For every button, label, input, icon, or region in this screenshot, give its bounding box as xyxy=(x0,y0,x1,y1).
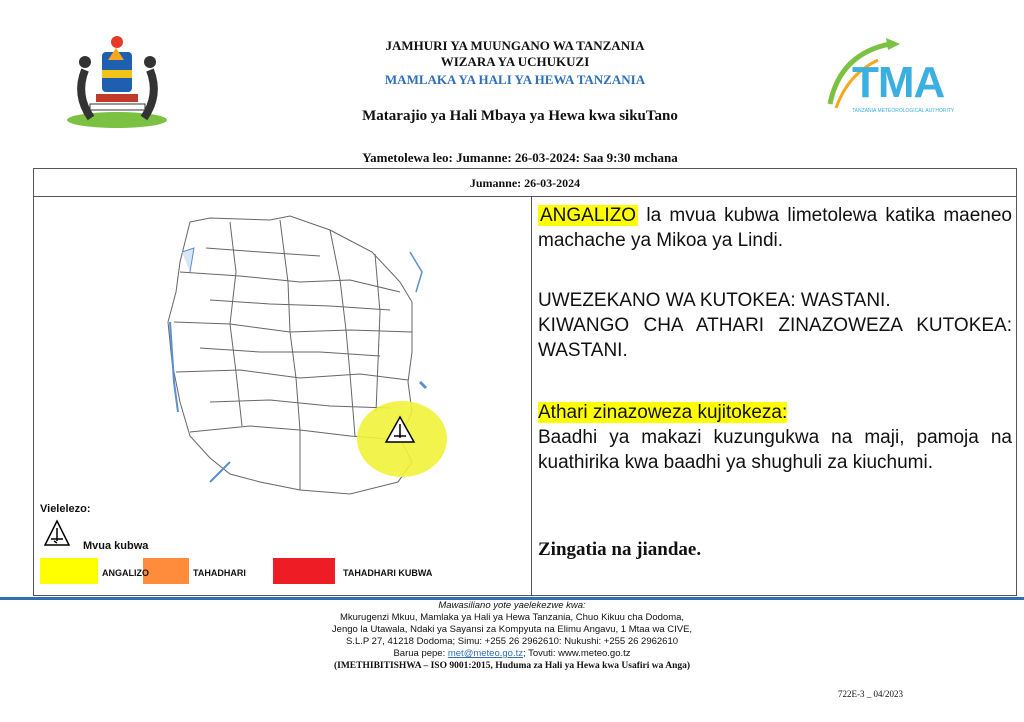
impact-level-text: KIWANGO CHA ATHARI ZINAZOWEZA KUTOKEA: WASTANI. xyxy=(538,315,1012,361)
header-ministry: WIZARA YA UCHUKUZI xyxy=(440,54,590,69)
legend-swatch-tahadhari xyxy=(143,558,189,584)
footer-email-web xyxy=(200,648,824,661)
heavy-rain-icon xyxy=(44,519,70,547)
footer-address-3: S.L.P 27, 41218 Dodoma; Simu: +255 26 2962610: Nukushi: +255 26 2962610 xyxy=(345,636,679,647)
column-divider xyxy=(531,197,532,595)
header-republic: JAMHURI YA MUUNGANO WA TANZANIA xyxy=(385,38,645,53)
footer-email-link[interactable]: met@meteo.go.tz xyxy=(447,648,523,659)
page-title: Matarajio ya Hali Mbaya ya Hewa kwa sikuTano xyxy=(362,108,678,124)
impacts-heading-text: Athari zinazoweza kujitokeza: xyxy=(538,402,788,423)
impacts-text: Baadhi ya makazi kuzungukwa na maji, pamoja na kuathirika kwa baadhi ya shughuli za kiuchumi. xyxy=(538,427,1012,473)
legend-title: Vielelezo: xyxy=(40,503,91,515)
issued-prefix: Yametolewa leo: xyxy=(362,150,453,165)
closing-advice: Zingatia na jiandae. xyxy=(538,539,702,560)
forecast-date: Jumanne: 26-03-2024 xyxy=(34,169,1016,197)
legend-label-tahadhari-kubwa: TAHADHARI KUBWA xyxy=(343,568,433,578)
warning-level: ANGALIZO xyxy=(540,205,637,226)
legend-label-angalizo: ANGALIZO xyxy=(102,568,149,578)
footer-address-1: Mkurugenzi Mkuu, Mamlaka ya Hali ya Hewa Tanzania, Chuo Kikuu cha Dodoma, xyxy=(339,612,685,623)
tanzania-map xyxy=(150,212,480,502)
legend-heavy-rain-label: Mvua kubwa xyxy=(83,540,149,552)
issued-date xyxy=(240,150,800,166)
footer-email-prefix: Barua pepe: xyxy=(393,648,448,659)
legend-swatch-angalizo xyxy=(40,558,98,584)
issued-value: Jumanne: 26-03-2024: Saa 9:30 mchana xyxy=(456,150,678,165)
warning-statement xyxy=(538,203,1012,253)
footer-contact-heading: Mawasiliano yote yaelekezwe kwa: xyxy=(438,600,586,611)
footer-address-2: Jengo la Utawala, Ndaki ya Sayansi za Kompyuta na Elimu Angavu, 1 Mtaa wa CIVE, xyxy=(331,624,693,635)
tma-wordmark: TMA xyxy=(852,58,945,107)
warning-text: la mvua kubwa limetolewa katika maeneo machache ya Mikoa ya Lindi. xyxy=(538,205,1012,251)
legend-swatch-tahadhari-kubwa xyxy=(273,558,335,584)
header-authority: MAMLAKA YA HALI YA HEWA TANZANIA xyxy=(384,72,646,87)
footer-iso-cert: (IMETHIBITISHWA – ISO 9001:2015, Huduma za Hali ya Hewa kwa Usafiri wa Anga) xyxy=(333,661,691,671)
tma-tagline: TANZANIA METEOROLOGICAL AUTHORITY xyxy=(852,108,955,114)
likelihood-block xyxy=(538,288,1012,363)
document-id: 722E-3 _ 04/2023 xyxy=(838,689,903,699)
coat-of-arms-emblem xyxy=(60,30,175,130)
impacts-heading xyxy=(538,400,1012,425)
footer-website: ; Tovuti: www.meteo.go.tz xyxy=(522,648,631,659)
likelihood-text: UWEZEKANO WA KUTOKEA: WASTANI. xyxy=(538,290,891,311)
legend-label-tahadhari: TAHADHARI xyxy=(193,568,246,578)
